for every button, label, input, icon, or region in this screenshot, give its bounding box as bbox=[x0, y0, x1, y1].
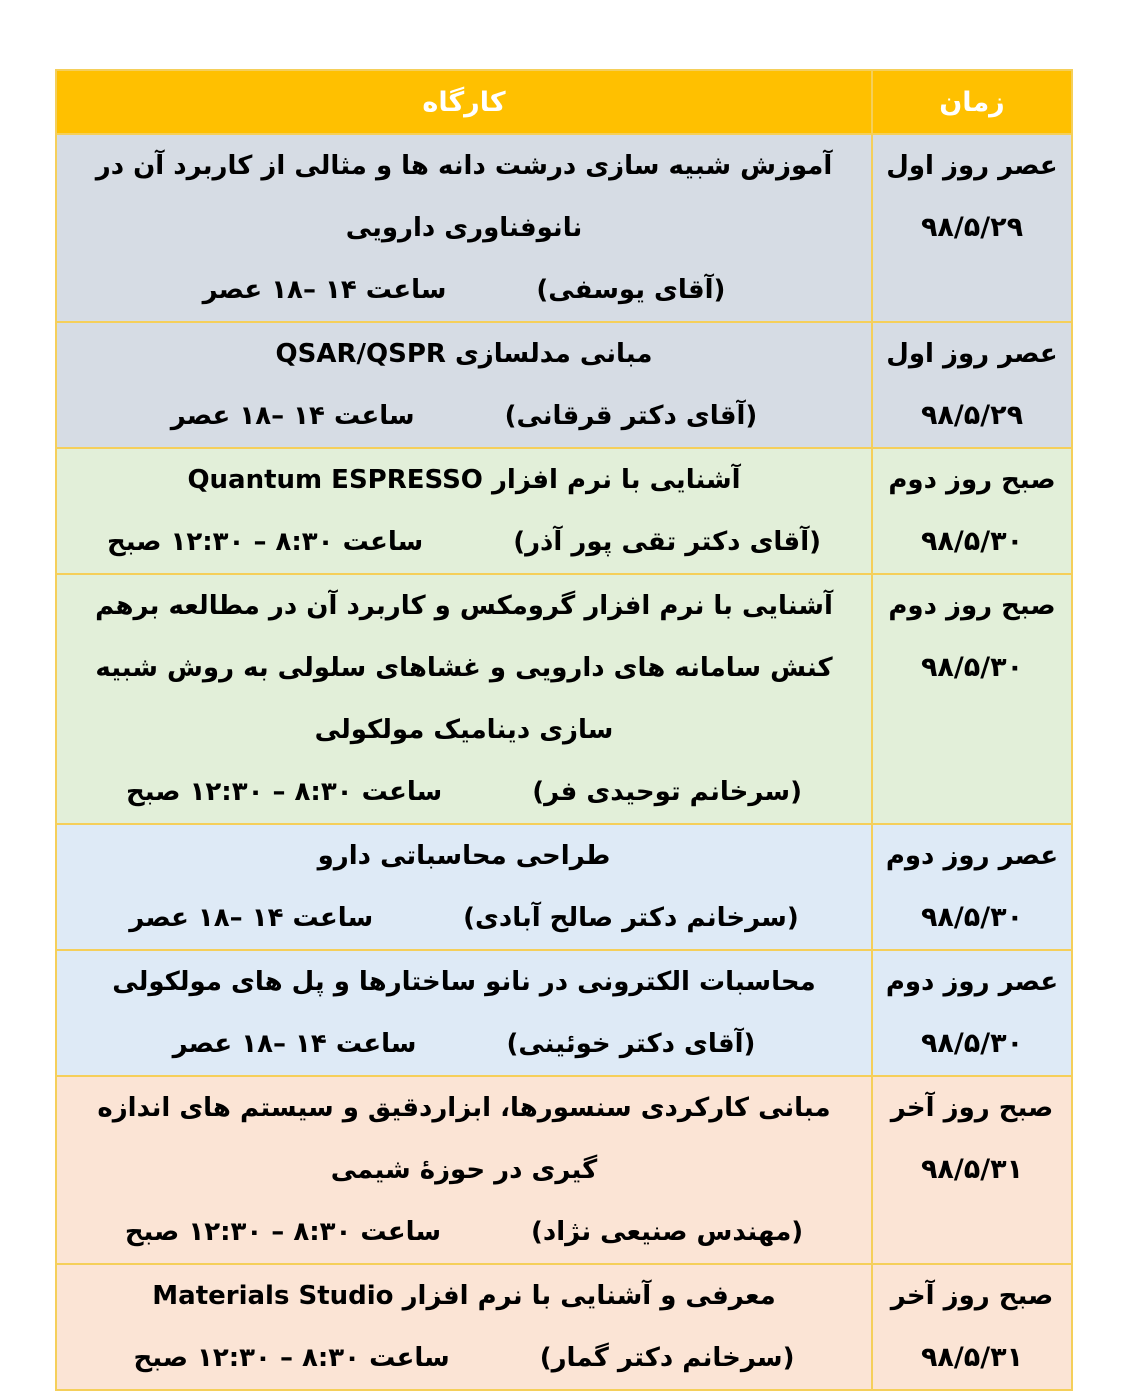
session-hours: ساعت ۱۴ –۱۸ عصر bbox=[202, 275, 447, 305]
workshop-title: مبانی مدلسازی QSAR/QSPR bbox=[275, 339, 653, 369]
presenter-name: (آقای یوسفی) bbox=[536, 275, 726, 305]
workshop-cell bbox=[56, 448, 872, 574]
workshop-title: آموزش شبیه سازی درشت دانه ها و مثالی از کاربرد آن در نانوفناوری دارویی bbox=[95, 151, 833, 243]
workshop-title: طراحی محاسباتی دارو bbox=[317, 841, 611, 871]
presenter-name: (مهندس صنیعی نژاد) bbox=[531, 1217, 804, 1247]
day-label: عصر روز اول bbox=[886, 151, 1058, 181]
table-row bbox=[56, 448, 1072, 574]
session-hours: ساعت ۱۴ –۱۸ عصر bbox=[172, 1029, 417, 1059]
day-label: صبح روز آخر bbox=[890, 1281, 1054, 1311]
presenter-name: (سرخانم دکتر گمار) bbox=[539, 1343, 795, 1373]
table-row bbox=[56, 1264, 1072, 1390]
day-label: صبح روز دوم bbox=[888, 591, 1056, 621]
workshop-title: معرفی و آشنایی با نرم افزار Materials Studio bbox=[152, 1281, 776, 1311]
session-hours: ساعت ۱۴ –۱۸ عصر bbox=[170, 401, 415, 431]
table-row bbox=[56, 950, 1072, 1076]
time-header: زمان bbox=[872, 70, 1072, 134]
date-label: ۹۸/۵/۳۱ bbox=[920, 1342, 1024, 1373]
date-label: ۹۸/۵/۳۰ bbox=[920, 1028, 1024, 1059]
date-label: ۹۸/۵/۳۰ bbox=[920, 652, 1024, 683]
day-label: صبح روز آخر bbox=[890, 1093, 1054, 1123]
date-label: ۹۸/۵/۳۰ bbox=[920, 902, 1024, 933]
day-label: عصر روز دوم bbox=[885, 967, 1059, 997]
workshop-title: آشنایی با نرم افزار گرومکس و کاربرد آن در مطالعه برهم کنش سامانه های دارویی و غشاهای سلولی به روش شبیه سازی دینامیک مولکولی bbox=[95, 591, 833, 745]
workshop-cell bbox=[56, 950, 872, 1076]
workshop-title: مبانی کارکردی سنسورها، ابزاردقیق و سیستم های اندازه گیری در حوزۀ شیمی bbox=[97, 1093, 831, 1185]
time-cell bbox=[872, 950, 1072, 1076]
date-label: ۹۸/۵/۳۰ bbox=[920, 526, 1024, 557]
presenter-name: (آقای دکتر تقی پور آذر) bbox=[513, 527, 821, 557]
workshop-header: کارگاه bbox=[56, 70, 872, 134]
workshop-cell bbox=[56, 824, 872, 950]
session-hours: ساعت ۸:۳۰ – ۱۲:۳۰ صبح bbox=[126, 777, 443, 807]
table-row bbox=[56, 574, 1072, 824]
presenter-name: (سرخانم توحیدی فر) bbox=[532, 777, 802, 807]
table-row bbox=[56, 134, 1072, 322]
workshop-title: محاسبات الکترونی در نانو ساختارها و پل های مولکولی bbox=[112, 967, 816, 997]
workshop-cell bbox=[56, 1076, 872, 1264]
time-cell bbox=[872, 1076, 1072, 1264]
time-cell bbox=[872, 1264, 1072, 1390]
header-row bbox=[56, 70, 1072, 134]
session-hours: ساعت ۸:۳۰ – ۱۲:۳۰ صبح bbox=[107, 527, 424, 557]
table-row bbox=[56, 824, 1072, 950]
presenter-name: (آقای دکتر خوئینی) bbox=[506, 1029, 756, 1059]
time-cell bbox=[872, 824, 1072, 950]
workshop-cell bbox=[56, 574, 872, 824]
time-cell bbox=[872, 322, 1072, 448]
date-label: ۹۸/۵/۳۱ bbox=[920, 1154, 1024, 1185]
table-row bbox=[56, 1076, 1072, 1264]
time-cell bbox=[872, 574, 1072, 824]
presenter-name: (آقای دکتر قرقانی) bbox=[504, 401, 758, 431]
workshop-cell bbox=[56, 322, 872, 448]
workshop-cell bbox=[56, 134, 872, 322]
day-label: عصر روز دوم bbox=[885, 841, 1059, 871]
day-label: عصر روز اول bbox=[886, 339, 1058, 369]
time-cell bbox=[872, 134, 1072, 322]
time-cell bbox=[872, 448, 1072, 574]
presenter-name: (سرخانم دکتر صالح آبادی) bbox=[463, 903, 799, 933]
workshop-schedule-table bbox=[55, 69, 1073, 1391]
session-hours: ساعت ۸:۳۰ – ۱۲:۳۰ صبح bbox=[124, 1217, 442, 1247]
date-label: ۹۸/۵/۲۹ bbox=[920, 212, 1024, 243]
session-hours: ساعت ۸:۳۰ – ۱۲:۳۰ صبح bbox=[133, 1343, 450, 1373]
table-row bbox=[56, 322, 1072, 448]
workshop-title: آشنایی با نرم افزار Quantum ESPRESSO bbox=[187, 465, 741, 495]
session-hours: ساعت ۱۴ –۱۸ عصر bbox=[129, 903, 374, 933]
day-label: صبح روز دوم bbox=[888, 465, 1056, 495]
date-label: ۹۸/۵/۲۹ bbox=[920, 400, 1024, 431]
workshop-cell bbox=[56, 1264, 872, 1390]
